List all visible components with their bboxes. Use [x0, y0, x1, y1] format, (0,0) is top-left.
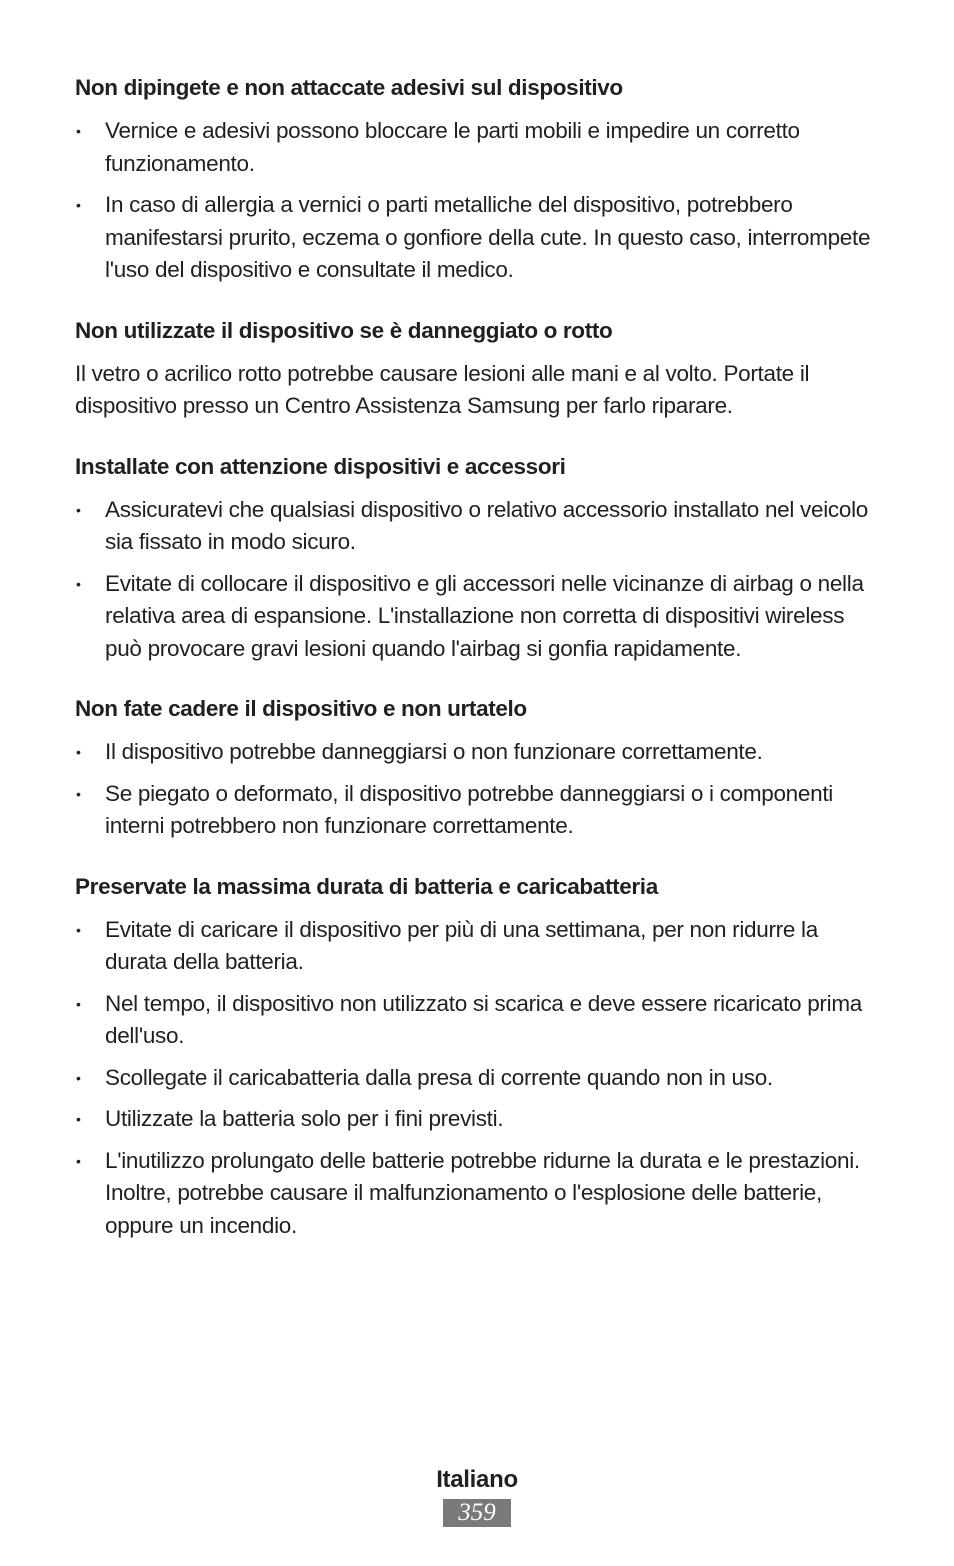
list-item [75, 494, 875, 559]
bullet-icon: • [76, 744, 81, 760]
list-item [75, 115, 875, 180]
list-item-text: Il dispositivo potrebbe danneggiarsi o non funzionare correttamente. [105, 739, 763, 764]
section-drop-device [75, 693, 875, 843]
section-heading: Preservate la massima durata di batteria e caricabatteria [75, 873, 658, 899]
section-damaged-device [75, 315, 875, 423]
section-battery-life [75, 871, 875, 1243]
section-install-accessories [75, 451, 875, 666]
section-heading: Non dipingete e non attaccate adesivi sul dispositivo [75, 75, 623, 100]
bullet-list [75, 494, 875, 666]
list-item [75, 1062, 875, 1095]
list-item-text: Se piegato o deformato, il dispositivo potrebbe danneggiarsi o i componenti interni potrebbero non funzionare correttamente. [105, 780, 833, 838]
bullet-icon: • [76, 1111, 81, 1127]
page-number: 359 [443, 1499, 511, 1527]
list-item-text: Nel tempo, il dispositivo non utilizzato si scarica e deve essere ricaricato prima dell'uso. [105, 990, 862, 1048]
document-page [75, 72, 875, 1270]
bullet-icon: • [76, 123, 81, 139]
bullet-icon: • [76, 1069, 81, 1086]
section-heading: Installate con attenzione dispositivi e accessori [75, 453, 566, 479]
list-item [75, 778, 875, 843]
list-item-text: Evitate di caricare il dispositivo per più di una settimana, per non ridurre la durata della batteria. [105, 916, 818, 974]
bullet-icon: • [76, 921, 81, 938]
footer-language: Italiano [436, 1466, 518, 1493]
bullet-icon: • [76, 501, 81, 518]
section-paragraph: Il vetro o acrilico rotto potrebbe causare lesioni alle mani e al volto. Portate il dispositivo presso un Centro Assistenza Samsung per farlo riparare. [75, 360, 810, 418]
list-item [75, 988, 875, 1053]
list-item [75, 736, 875, 769]
list-item [75, 914, 875, 979]
bullet-list [75, 736, 875, 843]
list-item-text: Utilizzate la batteria solo per i fini previsti. [105, 1106, 504, 1131]
list-item [75, 568, 875, 666]
list-item-text: Assicuratevi che qualsiasi dispositivo o relativo accessorio installato nel veicolo sia fissato in modo sicuro. [105, 496, 868, 554]
list-item-text: L'inutilizzo prolungato delle batterie potrebbe ridurne la durata e le prestazioni. Inoltre, potrebbe causare il malfunzionamento o l'esplosione delle batterie, oppure un incendio. [105, 1147, 860, 1238]
bullet-icon: • [76, 575, 81, 592]
bullet-icon: • [76, 995, 81, 1012]
list-item [75, 189, 875, 287]
bullet-icon: • [76, 197, 81, 213]
page-footer [0, 1464, 954, 1527]
list-item [75, 1145, 875, 1243]
list-item-text: Vernice e adesivi possono bloccare le parti mobili e impedire un corretto funzionamento. [105, 118, 800, 176]
list-item-text: Evitate di collocare il dispositivo e gli accessori nelle vicinanze di airbag o nella relativa area di espansione. L'installazione non corretta di dispositivi wireless può provocare gravi lesioni quando l'airbag si gonfia rapidamente. [105, 570, 864, 661]
list-item-text: In caso di allergia a vernici o parti metalliche del dispositivo, potrebbero manifestarsi prurito, eczema o gonfiore della cute. In questo caso, interrompete l'uso del dispositivo e consultate il medico. [105, 192, 871, 282]
bullet-icon: • [76, 1152, 81, 1169]
section-heading: Non fate cadere il dispositivo e non urtatelo [75, 696, 527, 721]
list-item-text: Scollegate il caricabatteria dalla presa di corrente quando non in uso. [105, 1064, 773, 1090]
section-paint-stickers [75, 72, 875, 287]
list-item [75, 1103, 875, 1136]
bullet-list [75, 115, 875, 287]
bullet-list [75, 914, 875, 1243]
bullet-icon: • [76, 785, 81, 802]
section-heading: Non utilizzate il dispositivo se è danneggiato o rotto [75, 317, 613, 343]
